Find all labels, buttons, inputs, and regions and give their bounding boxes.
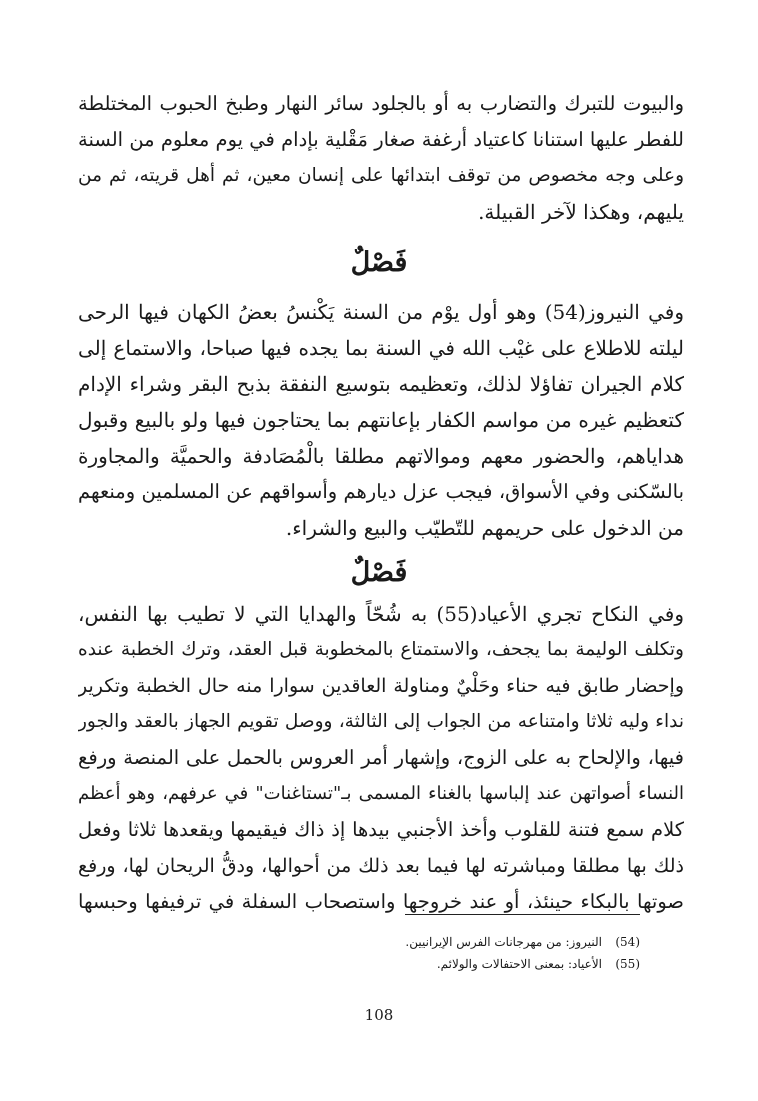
text-line: وفي النيروز(54) وهو أول يوْم من السنة يَكْنسُ بعضُ الكهان فيها الرحى [78,300,684,324]
text-line: فيها، والإلحاح به على الزوج، وإشهار أمر العروس بالحمل على المنصة ورفع [78,746,684,769]
text-line: كلام الجيران تفاؤلا لذلك، وتعظيمه بتوسيع النفقة بذبح البقر وشراء الإدام [78,372,684,396]
text-line: نداء وليه ثلاثا وامتناعه من الجواب إلى الثالثة، ووصل تقويم الجهاز بالعقد والجور [78,711,684,732]
footnote-divider [405,914,640,915]
text-line: هداياهم، والحضور معهم وموالاتهم مطلقا بالْمُصَادفة والحميَّة والمجاورة [78,444,684,468]
footnote [240,931,640,953]
section-heading: فَصْلٌ [350,557,408,588]
text-line: وفي النكاح تجري الأعياد(55) به شُحّاً والهدايا التي لا تطيب بها النفس، [78,602,684,626]
footnote-number: (55) [615,957,640,971]
text-line: ليلته للاطلاع على غيْب الله في السنة بما يجده فيها صباحا، والاستماع إلى [78,336,684,360]
footnote-text: الأعياد: بمعنى الاحتفالات والولائم. [436,957,602,971]
text-line: وإحضار طابق فيه حناء وحَلْيٌ ومناولة العاقدين سوارا منه حال الخطبة وتكرير [78,675,684,697]
text-line: بالسّكنى وفي الأسواق، فيجب عزل ديارهم وأسواقهم عن المسلمين ومنعهم [78,480,684,503]
footnote [240,953,640,975]
text-line: كلام سمع فتنة للقلوب وأخذ الأجنبي بيدها إذ ذاك فيقيمها ويقعدها ثلاثا وفعل [78,818,684,841]
text-line: للفطر عليها استنانا كاعتياد أرغفة صغار مَقْلية بإدام في يوم معلوم من السنة [78,128,684,151]
text-line: ذلك بها مطلقا ومباشرته لها فيما بعد ذلك من أحوالها، ودقُّ الريحان لها، ورفع [78,855,684,877]
text-line: من الدخول على حريمهم للتّطيّب والبيع والشراء. [285,516,684,540]
footnote-number: (54) [615,935,640,949]
footnote-text: النيروز: من مهرجانات الفرس الإيرانيين. [405,935,602,949]
text-line: وتكلف الوليمة بما يجحف، والاستمتاع بالمخطوبة قبل العقد، وترك الخطبة عنده [78,639,684,660]
text-line: كتعظيم غيره من مواسم الكفار بإعانتهم بما يحتاجون فيها ولو بالبيع وقبول [78,408,684,432]
text-line: والبيوت للتبرك والتضارب به أو بالجلود سائر النهار وطبخ الحبوب المختلطة [78,92,684,115]
text-line: يليهم، وهكذا لآخر القبيلة. [478,200,684,224]
section-heading: فَصْلٌ [350,247,408,278]
text-line: صوتها بالبكاء حينئذ، أو عند خروجها واستصحاب السفلة في ترفيفها وحبسها [78,890,684,913]
page-number: 108 [364,1006,394,1024]
text-line: وعلى وجه مخصوص من توقف ابتدائها على إنسان معين، ثم أهل قريته، ثم من [78,165,684,186]
text-line: النساء أصواتهن عند إلباسها بالغناء المسمى بـ"تستاغنات" في عرفهم، وهو أعظم [78,783,684,804]
